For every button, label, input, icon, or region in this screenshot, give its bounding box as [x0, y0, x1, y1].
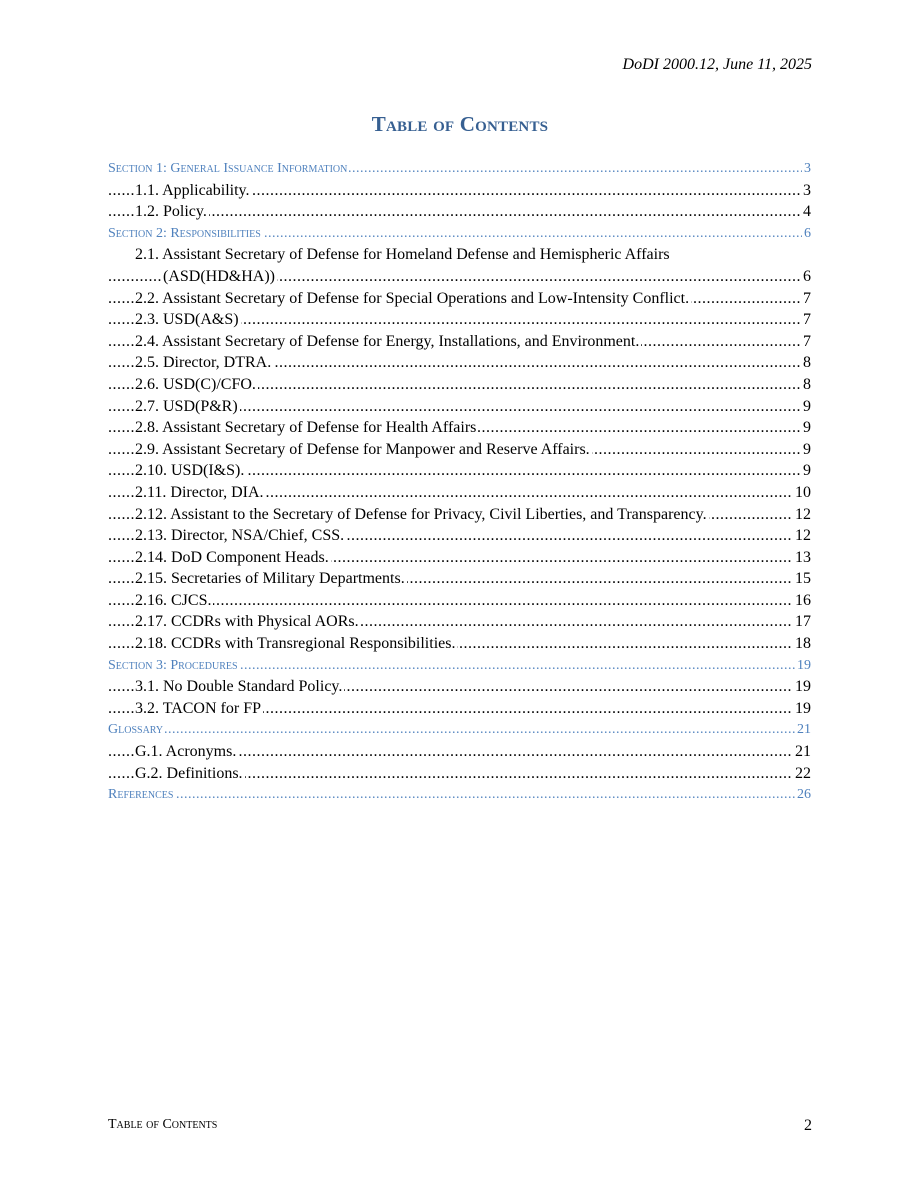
toc-page-number: 26 [795, 784, 811, 806]
toc-entry[interactable] [108, 698, 811, 720]
toc-entry[interactable] [108, 482, 811, 504]
toc-entry-title: 2.3. USD(A&S) [135, 309, 241, 331]
toc-entry-title: (ASD(HD&HA)) [163, 266, 277, 288]
toc-section-entry[interactable] [108, 223, 811, 245]
toc-page-number: 7 [801, 288, 811, 310]
toc-entry-title: Glossary [108, 719, 165, 741]
toc-page-number: 18 [793, 633, 811, 655]
toc-page-number: 19 [793, 676, 811, 698]
footer-page-number: 2 [804, 1117, 812, 1134]
toc-leader-dots [108, 201, 811, 223]
toc-entry[interactable] [108, 331, 811, 353]
toc-entry-title: 2.1. Assistant Secretary of Defense for Homeland Defense and Hemispheric Affairs [135, 244, 672, 266]
page-title: Table of Contents [371, 112, 549, 136]
toc-entry-title: 2.10. USD(I&S). [135, 460, 246, 482]
toc-entry[interactable] [108, 525, 811, 547]
toc-entry-title: References [108, 784, 175, 806]
toc-entry[interactable] [108, 741, 811, 763]
toc-entry[interactable] [108, 244, 811, 266]
toc-section-entry[interactable] [108, 784, 811, 806]
toc-page-number: 19 [793, 698, 811, 720]
toc-page-number: 13 [793, 547, 811, 569]
toc-entry[interactable] [108, 763, 811, 785]
toc-entry[interactable] [108, 611, 811, 633]
toc-page-number: 3 [802, 158, 811, 180]
toc-entry[interactable] [108, 460, 811, 482]
toc-page-number: 9 [801, 396, 811, 418]
toc-entry[interactable] [108, 676, 811, 698]
toc-entry[interactable] [108, 504, 811, 526]
table-of-contents [108, 158, 811, 806]
toc-section-entry[interactable] [108, 655, 811, 677]
toc-page-number: 10 [793, 482, 811, 504]
toc-page-number: 12 [793, 504, 811, 526]
toc-page-number: 6 [802, 223, 811, 245]
toc-entry-title: Section 3: Procedures [108, 655, 240, 677]
toc-entry[interactable] [108, 352, 811, 374]
toc-page-number: 7 [801, 331, 811, 353]
toc-entry[interactable] [108, 266, 811, 288]
toc-entry[interactable] [108, 201, 811, 223]
toc-entry-title: 3.2. TACON for FP [135, 698, 263, 720]
toc-page-number: 6 [801, 266, 811, 288]
toc-page-number: 4 [801, 201, 811, 223]
toc-page-number: 16 [793, 590, 811, 612]
toc-entry-title: 2.7. USD(P&R) [135, 396, 240, 418]
toc-entry-title: 3.1. No Double Standard Policy. [135, 676, 344, 698]
toc-entry-title: Section 1: General Issuance Information [108, 158, 349, 180]
toc-entry-title: 2.17. CCDRs with Physical AORs. [135, 611, 361, 633]
toc-page-number: 21 [795, 719, 811, 741]
toc-entry[interactable] [108, 439, 811, 461]
toc-entry[interactable] [108, 288, 811, 310]
toc-page-number: 3 [801, 180, 811, 202]
toc-entry-title: 2.14. DoD Component Heads. [135, 547, 331, 569]
toc-page-number: 21 [793, 741, 811, 763]
toc-page-number: 7 [801, 309, 811, 331]
toc-entry-title: 2.16. CJCS. [135, 590, 213, 612]
toc-entry-title: 2.8. Assistant Secretary of Defense for Health Affairs [135, 417, 478, 439]
toc-page-number: 19 [795, 655, 811, 677]
toc-entry-title: 2.12. Assistant to the Secretary of Defense for Privacy, Civil Liberties, and Transparency. [135, 504, 709, 526]
toc-entry[interactable] [108, 374, 811, 396]
toc-entry-title: 2.11. Director, DIA. [135, 482, 266, 504]
toc-entry-title: 2.2. Assistant Secretary of Defense for Special Operations and Low-Intensity Conflict. [135, 288, 691, 310]
toc-entry[interactable] [108, 417, 811, 439]
toc-entry-title: Section 2: Responsibilities [108, 223, 263, 245]
toc-entry[interactable] [108, 396, 811, 418]
toc-entry-title: 2.18. CCDRs with Transregional Responsibilities. [135, 633, 457, 655]
toc-entry-title: 2.13. Director, NSA/Chief, CSS. [135, 525, 346, 547]
toc-page-number: 15 [793, 568, 811, 590]
toc-page-number: 8 [801, 374, 811, 396]
toc-leader-dots [108, 784, 811, 806]
toc-entry[interactable] [108, 590, 811, 612]
toc-section-entry[interactable] [108, 158, 811, 180]
toc-section-entry[interactable] [108, 719, 811, 741]
toc-page-number: 12 [793, 525, 811, 547]
toc-entry[interactable] [108, 633, 811, 655]
toc-entry-title: G.2. Definitions. [135, 763, 245, 785]
toc-entry-title: 1.1. Applicability. [135, 180, 252, 202]
toc-entry[interactable] [108, 547, 811, 569]
toc-entry-title: 2.5. Director, DTRA. [135, 352, 273, 374]
toc-leader-dots [108, 719, 811, 741]
toc-entry-title: 2.6. USD(C)/CFO. [135, 374, 258, 396]
toc-entry[interactable] [108, 180, 811, 202]
toc-page-number: 9 [801, 460, 811, 482]
footer-section-label: Table of Contents [108, 1117, 218, 1132]
toc-page-number: 17 [793, 611, 811, 633]
toc-entry-title: 1.2. Policy. [135, 201, 209, 223]
toc-page-number: 9 [801, 439, 811, 461]
toc-entry-title: G.1. Acronyms. [135, 741, 238, 763]
document-reference: DoDI 2000.12, June 11, 2025 [622, 56, 812, 73]
toc-entry-title: 2.9. Assistant Secretary of Defense for Manpower and Reserve Affairs. [135, 439, 592, 461]
toc-page-number: 22 [793, 763, 811, 785]
toc-page-number: 8 [801, 352, 811, 374]
toc-page-number: 9 [801, 417, 811, 439]
toc-entry-title: 2.15. Secretaries of Military Departments. [135, 568, 407, 590]
toc-entry[interactable] [108, 568, 811, 590]
toc-entry-title: 2.4. Assistant Secretary of Defense for Energy, Installations, and Environment. [135, 331, 641, 353]
toc-entry[interactable] [108, 309, 811, 331]
